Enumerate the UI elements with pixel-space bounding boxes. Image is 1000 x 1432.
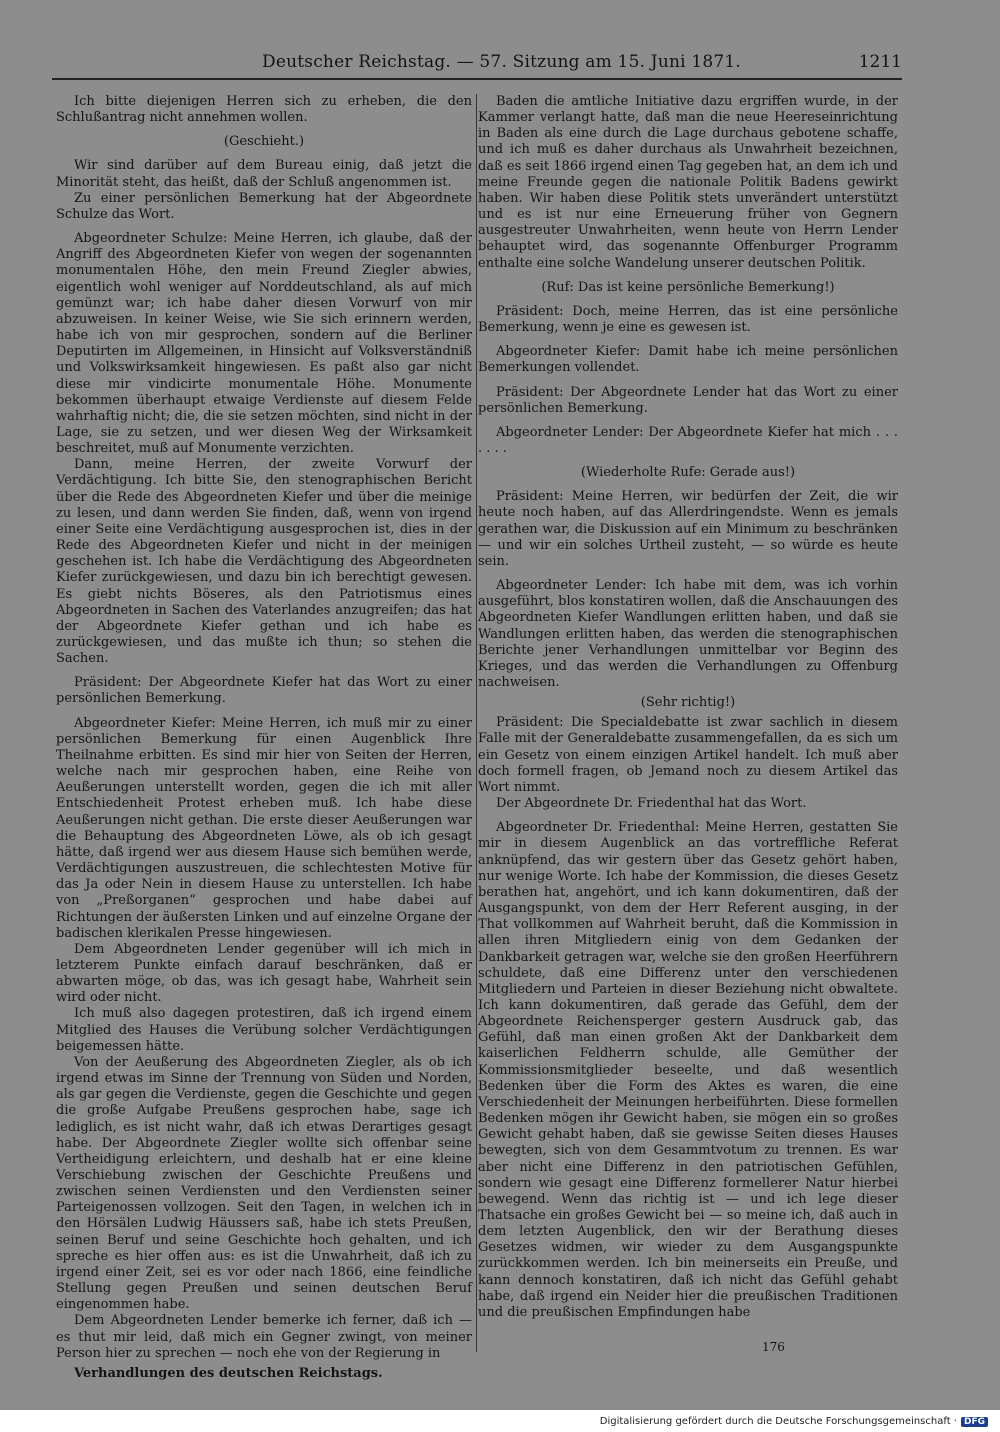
paragraph: Dem Abgeordneten Lender gegenüber will ich mich in letzterem Punkte einfach darauf beschränken, daß er abwarten möge, ob das, was ich gesagt habe, Wahrheit sein wird oder nicht. xyxy=(56,941,472,1006)
paragraph: Dann, meine Herren, der zweite Vorwurf der Verdächtigung. Ich bitte Sie, den stenographischen Bericht über die Rede des Abgeordneten Kiefer und über die meinige zu lesen, und dann werden Sie finden, daß, wenn von irgend einer Seite eine Verdächtigung ausgesprochen ist, dies in der Rede des Abgeordneten Kiefer und nicht in der meinigen geschehen ist. Ich habe die Verdächtigung des Abgeordneten Kiefer zurückgewiesen, und dazu bin ich berechtigt gewesen. Es giebt nichts Böseres, als den Patriotismus eines Abgeordneten in Sachen des Vaterlandes anzugreifen; das hat der Abgeordnete Kiefer gethan und ich habe es zurückgewiesen, und das mußte ich thun; so stehen die Sachen. xyxy=(56,457,472,667)
scan-credit-text: Digitalisierung gefördert durch die Deutsche Forschungsgemeinschaft · xyxy=(599,1416,957,1427)
running-header xyxy=(52,52,902,80)
paragraph: Wir sind darüber auf dem Bureau einig, daß jetzt die Minorität steht, das heißt, daß der Schluß angenommen ist. xyxy=(56,158,472,190)
speech-paragraph: Präsident: Doch, meine Herren, das ist eine persönliche Bemerkung, wenn je eine es gewesen ist. xyxy=(478,303,898,336)
speech-paragraph: Abgeordneter Dr. Friedenthal: Meine Herren, gestatten Sie mir in diesem Augenblick an das vortreffliche Referat anknüpfend, das wir gestern über das Gesetz gehört haben, nur wenige Worte. Ich habe der Kommission, die dieses Gesetz berathen hat, angehört, und ich kann dokumentiren, daß der Ausgangspunkt, von dem der Herr Referent ausging, in der That vollkommen auf Wahrheit beruht, daß die Kommission in allen ihren Mitgliedern einig von dem Gedanken der Dankbarkeit getragen war, welche sie den großen Heerführern schuldete, daß eine Differenz unter den verschiedenen Mitgliedern und Parteien in dieser Beziehung nicht obwaltete. Ich kann dokumentiren, daß gerade das Gefühl, dem der Abgeordnete Reichensperger gestern Ausdruck gab, das Gefühl, daß man einen großen Akt der Dankbarkeit dem kaiserlichen Feldherrn schulde, alle Gemüther der Kommissionsmitglieder beseelte, und daß wesentlich Bedenken über die Form des Aktes es waren, die eine Verschiedenheit der Meinungen herbeiführten. Diese formellen Bedenken mögen ihr Gewicht haben, sie mögen ein so großes Gewicht gehabt haben, daß sie gewisse Seiten dieses Hauses bewegten, sich von dem Gesammtvotum zu trennen. Es war aber nicht eine Differenz in den patriotischen Gefühlen, sondern wie gesagt eine Differenz formellerer Natur hierbei bewegend. Wenn das richtig ist — und ich lege dieser Thatsache ein großes Gewicht bei — so meine ich, daß auch in dem letzten Augenblick, den wir der Berathung dieses Gesetzes widmen, wir wieder zu dem Ausgangspunkte zurückkommen werden. Ich bin meinerseits ein Preuße, und kann dennoch konstatiren, daß ich nicht das Gefühl gehabt habe, daß irgend ein Neider hier die preußischen Traditionen und die preußischen Empfindungen habe xyxy=(478,820,898,1320)
header-rule xyxy=(52,78,902,80)
footer-title: Verhandlungen des deutschen Reichstags. xyxy=(74,1365,383,1381)
stage-direction: (Ruf: Das ist keine persönliche Bemerkung!) xyxy=(541,279,835,295)
scan-credit xyxy=(600,1416,988,1427)
signature-mark: 176 xyxy=(762,1340,785,1354)
stage-direction: (Sehr richtig!) xyxy=(640,695,736,711)
paragraph: Der Abgeordnete Dr. Friedenthal hat das Wort. xyxy=(496,796,807,812)
speech-paragraph: Präsident: Der Abgeordnete Kiefer hat das Wort zu einer persönlichen Bemerkung. xyxy=(56,675,472,707)
speech-paragraph: Abgeordneter Lender: Der Abgeordnete Kiefer hat mich . . . . . . . xyxy=(478,424,898,456)
column-divider xyxy=(476,94,477,1352)
speech-paragraph: Präsident: Die Specialdebatte ist zwar sachlich in diesem Falle mit der Generaldebatte zusammengefallen, da es sich um ein Gesetz von einem einzigen Artikel handelt. Ich muß aber doch formell fragen, ob Jemand noch zu diesem Artikel das Wort nimmt. xyxy=(478,715,898,795)
speech-paragraph: Präsident: Der Abgeordnete Lender hat das Wort zu einer persönlichen Bemerkung. xyxy=(478,384,898,416)
stage-direction: (Geschieht.) xyxy=(223,134,305,150)
speech-paragraph: Abgeordneter Lender: Ich habe mit dem, was ich vorhin ausgeführt, blos konstatiren wollen, daß die Anschauungen des Abgeordneten Kiefer Wandlungen erlitten haben, und daß sie Wandlungen erlitten haben, das werden die stenographischen Berichte jener Verhandlungen unmittelbar vor Beginn des Krieges, und das werden die Verhandlungen zu Offenburg nachweisen. xyxy=(478,578,898,690)
speech-paragraph: Abgeordneter Kiefer: Damit habe ich meine persönlichen Bemerkungen vollendet. xyxy=(478,344,898,376)
paragraph: Ich muß also dagegen protestiren, daß ich irgend einem Mitglied des Hauses die Verübung solcher Verdächtigungen beigemessen hätte. xyxy=(56,1006,472,1054)
speech-paragraph: Abgeordneter Schulze: Meine Herren, ich glaube, daß der Angriff des Abgeordneten Kiefer von wegen der sogenannten monumentalen Höhe, den mein Freund Ziegler abwies, eigentlich wohl weniger auf Norddeutschland, als auf mich gemünzt war; ich habe daher diesen Vorwurf von mir abzuweisen. In keiner Weise, wie Sie sich erinnern werden, habe ich von mir gesprochen, sondern auf die Berliner Deputirten im Allgemeinen, in Hinsicht auf Volksverständniß und Volkswirksamkeit hingewiesen. Es paßt also gar nicht diese mir vindicirte monumentale Höhe. Monumente bekommen überhaupt etwaige Verdienste auf diesem Felde wahrhaftig nicht; die, die sie setzen möchten, sind nicht in der Lage, sie zu setzen, und wer diesen Weg der Wirksamkeit beschreitet, muß auf Monumente verzichten. xyxy=(56,231,472,457)
left-column xyxy=(56,94,472,1382)
stage-direction: (Wiederholte Rufe: Gerade aus!) xyxy=(580,465,796,481)
paragraph: Ich bitte diejenigen Herren sich zu erheben, die den Schlußantrag nicht annehmen wollen. xyxy=(56,94,472,126)
paragraph: Baden die amtliche Initiative dazu ergriffen wurde, in der Kammer verlangt hatte, daß man die neue Heereseinrichtung in Baden als eine durch die Lage durchaus gebotene schaffe, und ich muß es daher durchaus als Unwahrheit bezeichnen, daß es seit 1866 irgend einen Tag gegeben hat, an dem ich und meine Freunde gegen die nationale Politik Badens gewirkt haben. Wir haben diese Politik stets unverändert unterstützt und es ist nur eine Erneuerung früher von Gegnern ausgestreuter Unwahrheiten, wenn heute von Herrn Lender behauptet wird, das sogenannte Offenburger Programm enthalte eine solche Wandelung unserer deutschen Politik. xyxy=(478,94,898,271)
dfg-logo: DFG xyxy=(961,1417,988,1427)
speech-paragraph: Präsident: Meine Herren, wir bedürfen der Zeit, die wir heute noch haben, auf das Allerdringendste. Wenn es jemals gerathen war, die Diskussion auf ein Minimum zu beschränken — und wir ein solches Urtheil zusteht, — so würde es heute sein. xyxy=(478,489,898,569)
speech-paragraph: Abgeordneter Kiefer: Meine Herren, ich muß mir zu einer persönlichen Bemerkung für einen Augenblick Ihre Theilnahme erbitten. Es sind mir hier von Seiten der Herren, welche nach mir gesprochen haben, eine Reihe von Aeußerungen unterstellt worden, gegen die ich mit aller Entschiedenheit Protest erheben muß. Ich habe diese Aeußerungen nicht gethan. Die erste dieser Aeußerungen war die Behauptung des Abgeordneten Löwe, als ob ich gesagt hätte, daß irgend wer aus diesem Hause sich bemühen werde, Verdächtigungen auszustreuen, die schlechtesten Motive für das Ja oder Nein in diesem Hause zu unterstellen. Ich habe von „Preßorganen“ gesprochen und habe dabei auf Richtungen der äußersten Linken und auf einzelne Organe der badischen klerikalen Presse hingewiesen. xyxy=(56,715,472,941)
page-header-title: Deutscher Reichstag. — 57. Sitzung am 15. Juni 1871. xyxy=(262,52,742,72)
page-number: 1211 xyxy=(858,52,902,72)
paragraph: Von der Aeußerung des Abgeordneten Ziegler, als ob ich irgend etwas im Sinne der Trennung von Süden und Norden, als gar gegen die Verdienste, gegen die Geschichte und gegen die große Aufgabe Preußens gesprochen habe, sage ich lediglich, es ist nicht wahr, daß ich etwas Derartiges gesagt habe. Der Abgeordnete Ziegler wollte sich offenbar seine Vertheidigung erleichtern, und deshalb hat er eine kleine Verschiebung zwischen der Geschichte Preußens und zwischen seinen Verdiensten und den Verdiensten seiner Parteigenossen vollzogen. Seit den Tagen, in welchen ich in den Hörsälen Ludwig Häussers saß, habe ich stets Preußen, seinen Beruf und seine Geschichte hoch gehalten, und ich spreche es hier offen aus: es ist die Unwahrheit, daß ich zu irgend einer Zeit, sei es vor oder nach 1866, eine feindliche Stellung gegen Preußen und seinen deutschen Beruf eingenommen habe. xyxy=(56,1054,472,1313)
paragraph: Zu einer persönlichen Bemerkung hat der Abgeordnete Schulze das Wort. xyxy=(56,190,472,222)
right-column xyxy=(478,94,898,1321)
paragraph: Dem Abgeordneten Lender bemerke ich ferner, daß ich — es thut mir leid, daß mich ein Gegner zwingt, von meiner Person hier zu sprechen — noch ehe von der Regierung in xyxy=(56,1313,472,1361)
